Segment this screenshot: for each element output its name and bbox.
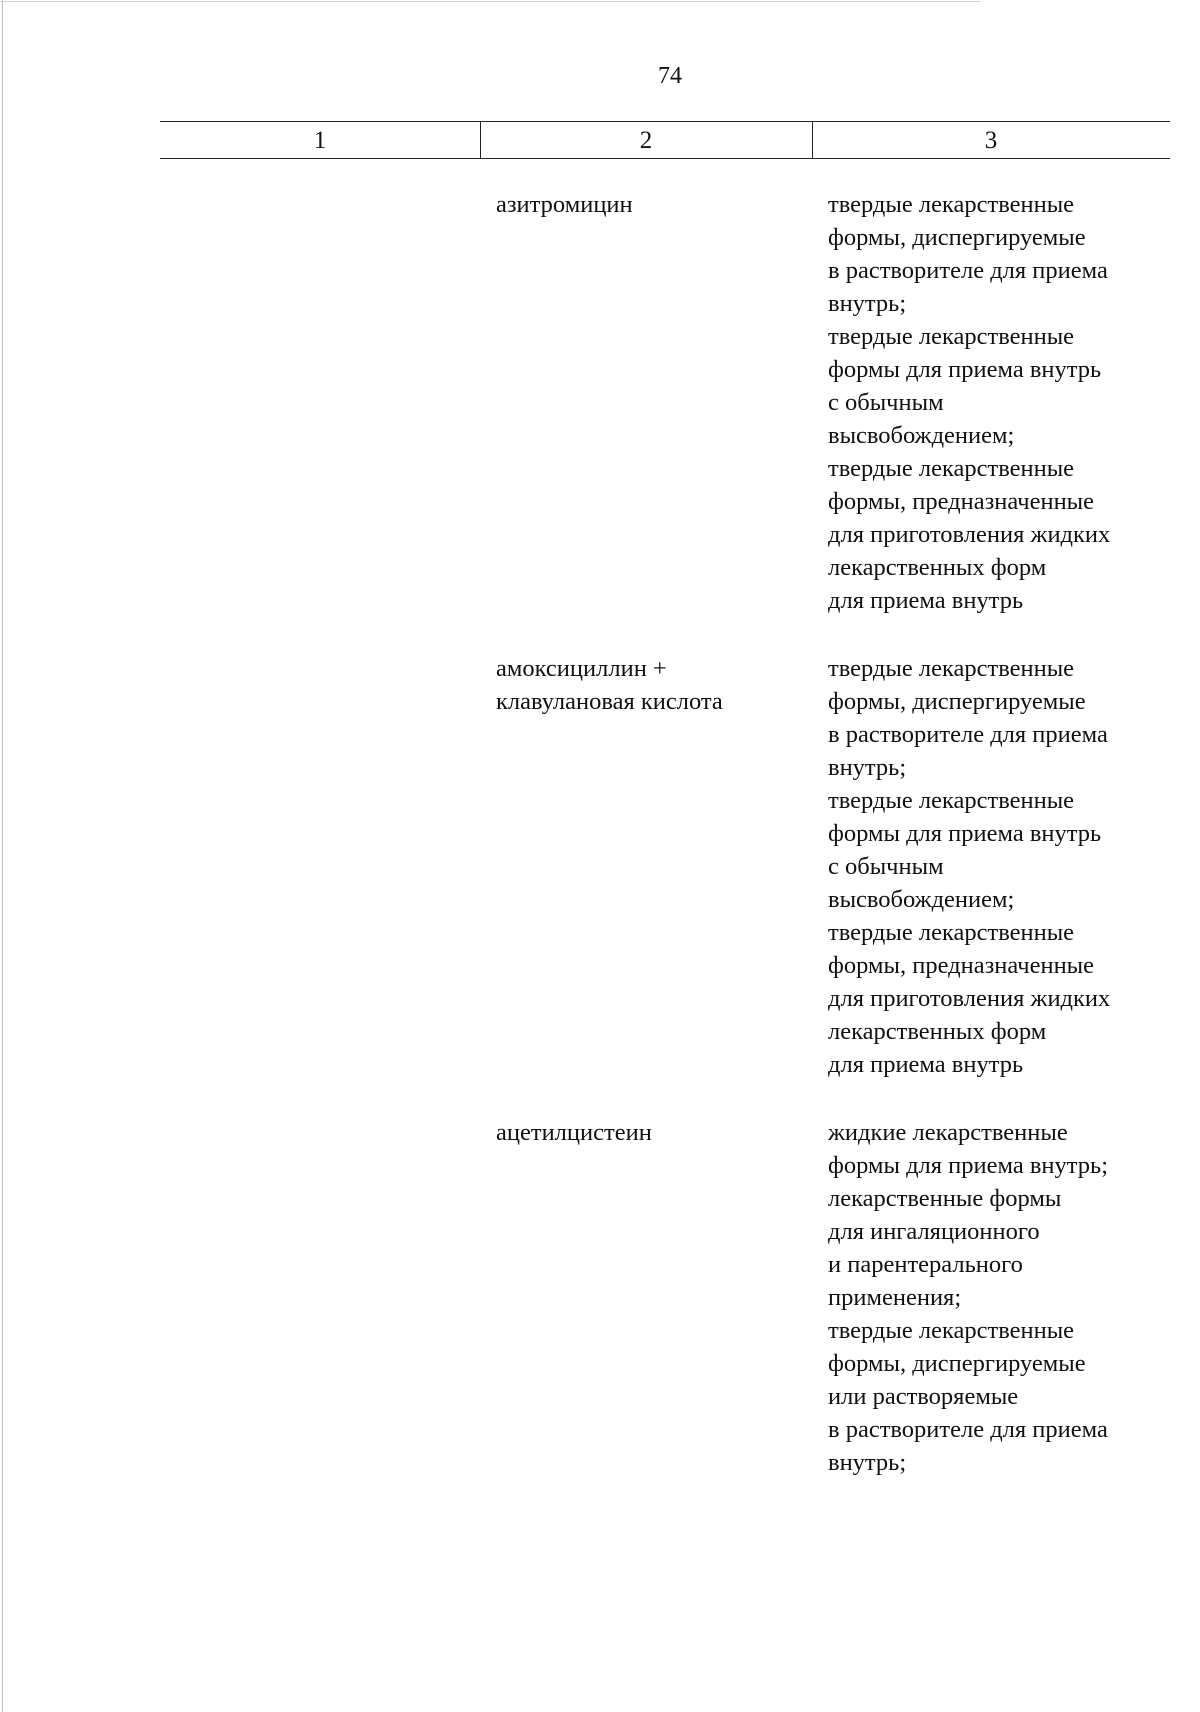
table-header-bottom-rule [160, 158, 1170, 159]
dosage-form-line: внутрь; [828, 1449, 907, 1476]
substance-name: амоксициллин + [496, 655, 667, 682]
dosage-form-line: с обычным [828, 853, 944, 880]
column-header-2: 2 [639, 127, 653, 154]
dosage-form-line: формы для приема внутрь [828, 356, 1102, 383]
dosage-form-line: для ингаляционного [828, 1218, 1040, 1245]
dosage-form-line: для приема внутрь [828, 587, 1024, 614]
dosage-form-line: в растворителе для приема [828, 721, 1108, 748]
dosage-form-line: для приема внутрь [828, 1051, 1024, 1078]
column-header-1: 1 [313, 127, 327, 154]
dosage-form-line: твердые лекарственные [828, 323, 1075, 350]
dosage-form-line: лекарственных форм [828, 1018, 1047, 1045]
dosage-form-line: в растворителе для приема [828, 1416, 1108, 1443]
dosage-form-line: формы, диспергируемые [828, 1350, 1086, 1377]
dosage-form-line: твердые лекарственные [828, 787, 1075, 814]
dosage-form-line: формы, диспергируемые [828, 688, 1086, 715]
dosage-form-line: высвобождением; [828, 886, 1015, 913]
dosage-form-line: для приготовления жидких [828, 985, 1111, 1012]
dosage-form-line: формы, предназначенные [828, 952, 1095, 979]
dosage-form-line: лекарственных форм [828, 554, 1047, 581]
substance-cell [496, 188, 633, 221]
dosage-form-line: высвобождением; [828, 422, 1015, 449]
dosage-form-line: с обычным [828, 389, 944, 416]
scan-edge [2, 0, 3, 1712]
dosage-form-line: применения; [828, 1284, 962, 1311]
dosage-form-line: в растворителе для приема [828, 257, 1108, 284]
column-header-3: 3 [984, 127, 998, 154]
dosage-form-line: твердые лекарственные [828, 655, 1075, 682]
dosage-form-line: и парентерального [828, 1251, 1023, 1278]
table-top-rule [160, 121, 1170, 122]
dosage-form-line: твердые лекарственные [828, 1317, 1075, 1344]
dosage-form-line: для приготовления жидких [828, 521, 1111, 548]
substance-cell [496, 652, 723, 718]
substance-cell [496, 1116, 652, 1149]
dosage-form-line: лекарственные формы [828, 1185, 1062, 1212]
dosage-form-line: формы, предназначенные [828, 488, 1095, 515]
substance-name: азитромицин [496, 191, 633, 218]
substance-name: клавулановая кислота [496, 688, 723, 715]
dosage-forms-cell [828, 1116, 1108, 1479]
dosage-form-line: внутрь; [828, 290, 907, 317]
dosage-form-line: формы, диспергируемые [828, 224, 1086, 251]
dosage-form-line: формы для приема внутрь [828, 820, 1102, 847]
dosage-form-line: внутрь; [828, 754, 907, 781]
dosage-form-line: твердые лекарственные [828, 191, 1075, 218]
dosage-form-line: твердые лекарственные [828, 455, 1075, 482]
dosage-forms-cell [828, 652, 1110, 1081]
substance-name: ацетилцистеин [496, 1119, 652, 1146]
dosage-forms-cell [828, 188, 1110, 617]
dosage-form-line: твердые лекарственные [828, 919, 1075, 946]
dosage-form-line: формы для приема внутрь; [828, 1152, 1109, 1179]
dosage-form-line: жидкие лекарственные [828, 1119, 1068, 1146]
dosage-form-line: или растворяемые [828, 1383, 1019, 1410]
page-number: 74 [658, 63, 682, 89]
scan-edge [0, 1, 980, 2]
